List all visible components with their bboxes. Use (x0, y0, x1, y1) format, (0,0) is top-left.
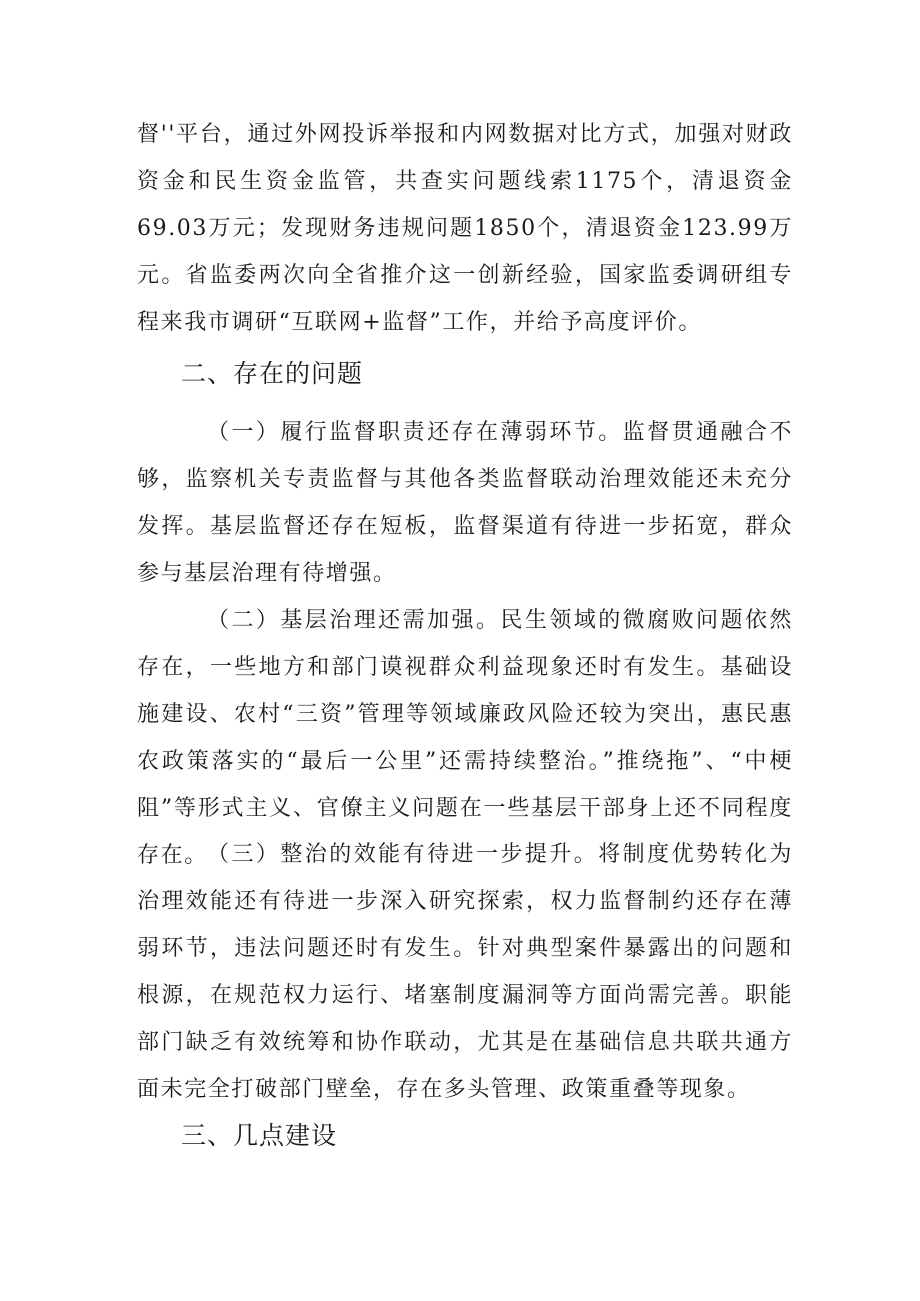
paragraph-funds-supervision: 督''平台，通过外网投诉举报和内网数据对比方式，加强对财政资金和民生资金监管，共查实问题线索1175个，清退资金69.03万元；发现财务违规问题1850个，清退资金123.99万元。省监委两次向全省推介这一创新经验，国家监委调研组专程来我市调研“互联网+监督”工作，并给予高度评价。 (137, 122, 793, 335)
section-heading-suggestions: 三、几点建设 (181, 1121, 338, 1150)
section-heading-problems: 二、存在的问题 (181, 359, 364, 388)
paragraph-problem-2: （二）基层治理还需加强。民生领域的微腐败问题依然存在，一些地方和部门谟视群众利益现象还时有发生。基础设施建设、农村“三资”管理等领域廉政风险还较为突出，惠民惠农政策落实的“最后一公里”还需持续整治。”推绕拖”、“中梗阻”等形式主义、官僚主义问题在一些基层干部身上还不同程度存在。 (137, 608, 793, 868)
paragraph-problem-1: （一）履行监督职责还存在薄弱环节。监督贯通融合不够，监察机关专责监督与其他各类监督联动治理效能还未充分发挥。基层监督还存在短板，监督渠道有待进一步拓宽，群众参与基层治理有待增强。 (137, 420, 793, 586)
paragraph-problem-3: （三）整治的效能有待进一步提升。将制度优势转化为治理效能还有待进一步深入研究探索，权力监督制约还存在薄弱环节，违法问题还时有发生。针对典型案件暴露出的问题和根源，在规范权力运行、堵塞制度漏洞等方面尚需完善。职能部门缺乏有效统筹和协作联动，尤其是在基础信息共联共通方面未完全打破部门壁垒，存在多头管理、政策重叠等现象。 (137, 842, 793, 1102)
